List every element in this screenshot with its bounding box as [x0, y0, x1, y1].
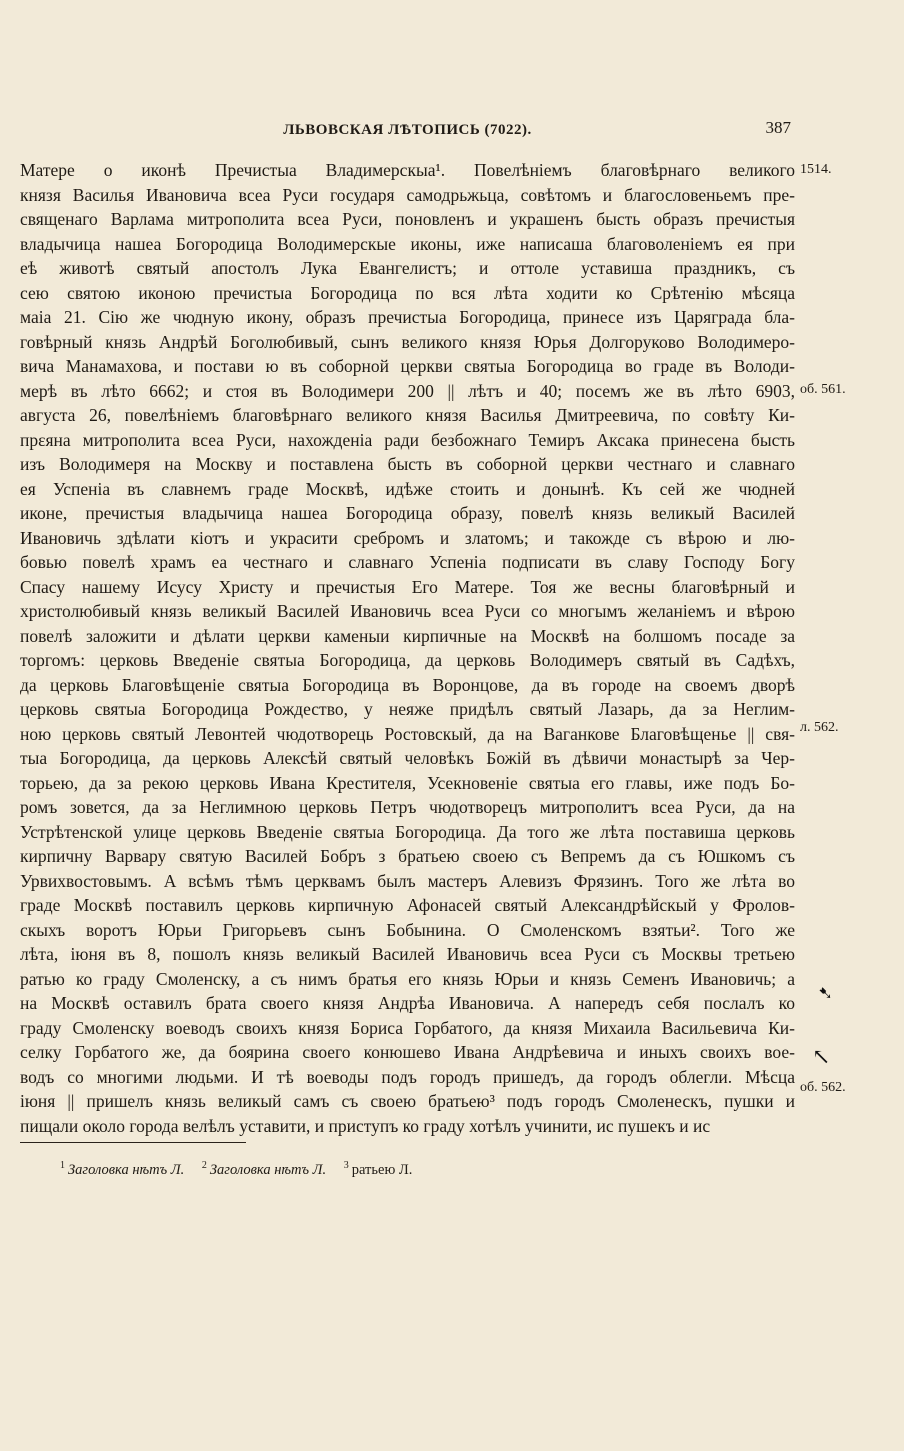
text-line: августа 26, повелѣнiемъ благовѣрнаго великого князя Василья Дмитреевича, по совѣту Ки-	[20, 405, 795, 425]
text-line: мерѣ въ лѣто 6662; и стоя въ Володимери 200 || лѣтъ и 40; посемъ же въ лѣто 6903,	[20, 380, 795, 401]
pencil-mark-icon: ↖	[812, 1044, 831, 1069]
text-line: пищали около города велѣлъ уставити, и приступъ ко граду хотѣлъ учинити, ис пушекъ и ис	[20, 1115, 711, 1136]
text-line: лѣта, iюня въ 8, пошолъ князь великый Василей Ивановичь всеа Руси съ Москвы третьею	[20, 944, 795, 964]
text-line: ея Успенiа въ славнемъ граде Москвѣ, идѣже стоить и донынѣ. Къ сей же чюдней	[20, 478, 795, 499]
text-line: iюня || пришелъ князь великый самъ съ своею братьею³ подъ городъ Смоленескъ, пушки и	[20, 1091, 795, 1111]
text-line: повелѣ заложити и дѣлати церкви каменыи кирпичные на Москвѣ на болшомъ посаде за	[20, 625, 795, 646]
pencil-mark-icon: ➷	[818, 983, 834, 1003]
text-line: тыа Богородица, да церковь Алексѣй святый человѣкъ Божiй въ дѣвичи монастырѣ за Чер-	[20, 748, 795, 768]
text-line: торьею, да за рекою церковь Ивана Крестителя, Усекновенiе святыа его главы, иже подъ Бо-	[20, 772, 795, 793]
text-line: торгомъ: церковь Введенiе святыа Богородица, да церковь Володимеръ святый въ Садѣхъ,	[20, 650, 795, 670]
text-line: ромъ зовется, да за Неглимною церковь Петръ чюдотворецъ митрополитъ всеа Руси, да на	[20, 797, 795, 817]
margin-note-year: 1514.	[800, 162, 832, 177]
text-line: ною церковь святый Левонтей чюдотворець Ростовскый, да на Ваганкове Благовѣщенье || свя-	[20, 723, 795, 744]
running-title: ЛЬВОВСКАЯ ЛѢТОПИСЬ (7022).	[283, 122, 532, 138]
text-line: еѣ животѣ святый апостолъ Лука Евангелистъ; и оттоле уставиша праздникъ, съ	[20, 258, 795, 278]
text-line: Устрѣтенской улице церковь Введенiе святыа Богородица. Да того же лѣта поставиша церковь	[20, 821, 795, 842]
text-line: церковь святыа Богородица Рождество, у неяже придѣлъ святый Лазарь, да за Неглим-	[20, 699, 795, 719]
text-line: священаго Варлама митрополита всеа Руси, поновленъ и украшенъ бысть образъ пречистыя	[20, 209, 795, 229]
footnote: $^2$ Заголовка нѣтъ Л.	[201, 1160, 327, 1178]
text-line: скыхъ воротъ Юрьи Григорьевъ сынъ Бобынина. О Смоленскомъ взятьи². Того же	[20, 919, 795, 940]
text-line: водъ со многими людьми. И тѣ воеводы подъ городъ пришедъ, да городъ облегли. Мѣсца	[20, 1066, 795, 1087]
margin-note-folio-562: л. 562.	[800, 720, 839, 735]
text-line: Спасу нашему Исусу Христу и пречистыя Его Матере. Тоя же весны благовѣрный и	[20, 576, 795, 597]
page-header	[20, 118, 795, 144]
page-number: 387	[765, 118, 791, 137]
text-line: Урвихвостовымъ. А всѣмъ тѣмъ церквамъ былъ мастеръ Алевизъ Фрязинъ. Того же лѣта во	[20, 870, 795, 891]
text-line: говѣрный князь Андрѣй Боголюбивый, сынъ великого князя Юрья Долгоруково Володимеро-	[20, 331, 795, 352]
text-line: маiа 21. Сiю же чюдную икону, образъ пречистыа Богородица, принесе изъ Царяграда бла-	[20, 307, 795, 327]
text-line: владычица нашеа Богородица Володимерскые иконы, иже написаша благоволенiемъ ея при	[20, 233, 795, 254]
footnote-rule	[20, 1142, 246, 1143]
text-line: Ивановичь здѣлати кiотъ и украсити сребромъ и златомъ; и такожде съ вѣрою и лю-	[20, 527, 795, 548]
text-line: бовью повелѣ храмъ еа честнаго и славнаго Успенiа подписати въ славу Господу Богу	[20, 552, 795, 572]
text-line: селку Горбатого же, да боярина своего конюшево Ивана Андрѣевича и иныхъ своихъ вое-	[20, 1042, 795, 1062]
margin-note-folio-562-verso: об. 562.	[800, 1080, 846, 1095]
main-text	[20, 158, 795, 1138]
text-line: Матере о иконѣ Пречистыа Владимерскыа¹. Повелѣнiемъ благовѣрнаго великого	[20, 160, 795, 180]
margin-note-folio-561-verso: об. 561.	[800, 382, 846, 397]
text-line: сею святою иконою пречистыа Богородица по вся лѣта ходити ко Срѣтенiю мѣсяца	[20, 282, 795, 303]
footnotes	[60, 1160, 412, 1179]
footnote: $^3$ ратьею Л.	[343, 1160, 413, 1178]
text-line: на Москвѣ оставилъ брата своего князя Андрѣа Ивановича. А напередъ себя послалъ ко	[20, 993, 795, 1013]
text-line: прεяна митрополита всеа Руси, нахожденiа ради безбожнаго Темиръ Аксака принесена бысть	[20, 429, 795, 450]
text-line: ратью ко граду Смоленску, а съ нимъ братья его князь Юрьи и князь Семенъ Ивановичь; а	[20, 968, 795, 989]
text-line: князя Василья Ивановича всеа Руси государя самодрьжьца, совѣтомъ и благословеньемъ пре-	[20, 184, 795, 205]
text-line: граде Москвѣ поставилъ церковь кирпичную Афонасей святый Александрѣйскый у Фролов-	[20, 895, 795, 915]
text-line: вича Манамахова, и постави ю въ соборной церкви святыа Богородица во граде въ Володи-	[20, 356, 795, 376]
text-line: граду Смоленску воеводъ своихъ князя Бориса Горбатого, да князя Михаила Васильевича Ки-	[20, 1017, 795, 1038]
text-line: иконе, пречистыя владычица нашеа Богородица образу, повелѣ князь великый Василей	[20, 503, 795, 523]
text-line: кирпичну Варвару святую Василей Бобръ з братьею своею съ Вепремъ да съ Юшкомъ съ	[20, 846, 795, 866]
text-line: изъ Володимеря на Москву и поставлена бысть въ соборной церкви честнаго и славнаго	[20, 454, 795, 474]
footnote: $^1$ Заголовка нѣтъ Л.	[60, 1160, 185, 1178]
text-line: христолюбивый князь великый Василей Ивановичь всеа Руси со многымъ желанiемъ и вѣрою	[20, 601, 795, 621]
text-line: да церковь Благовѣщенiе святыа Богородица въ Воронцове, да въ городе на своемъ дворѣ	[20, 674, 795, 695]
